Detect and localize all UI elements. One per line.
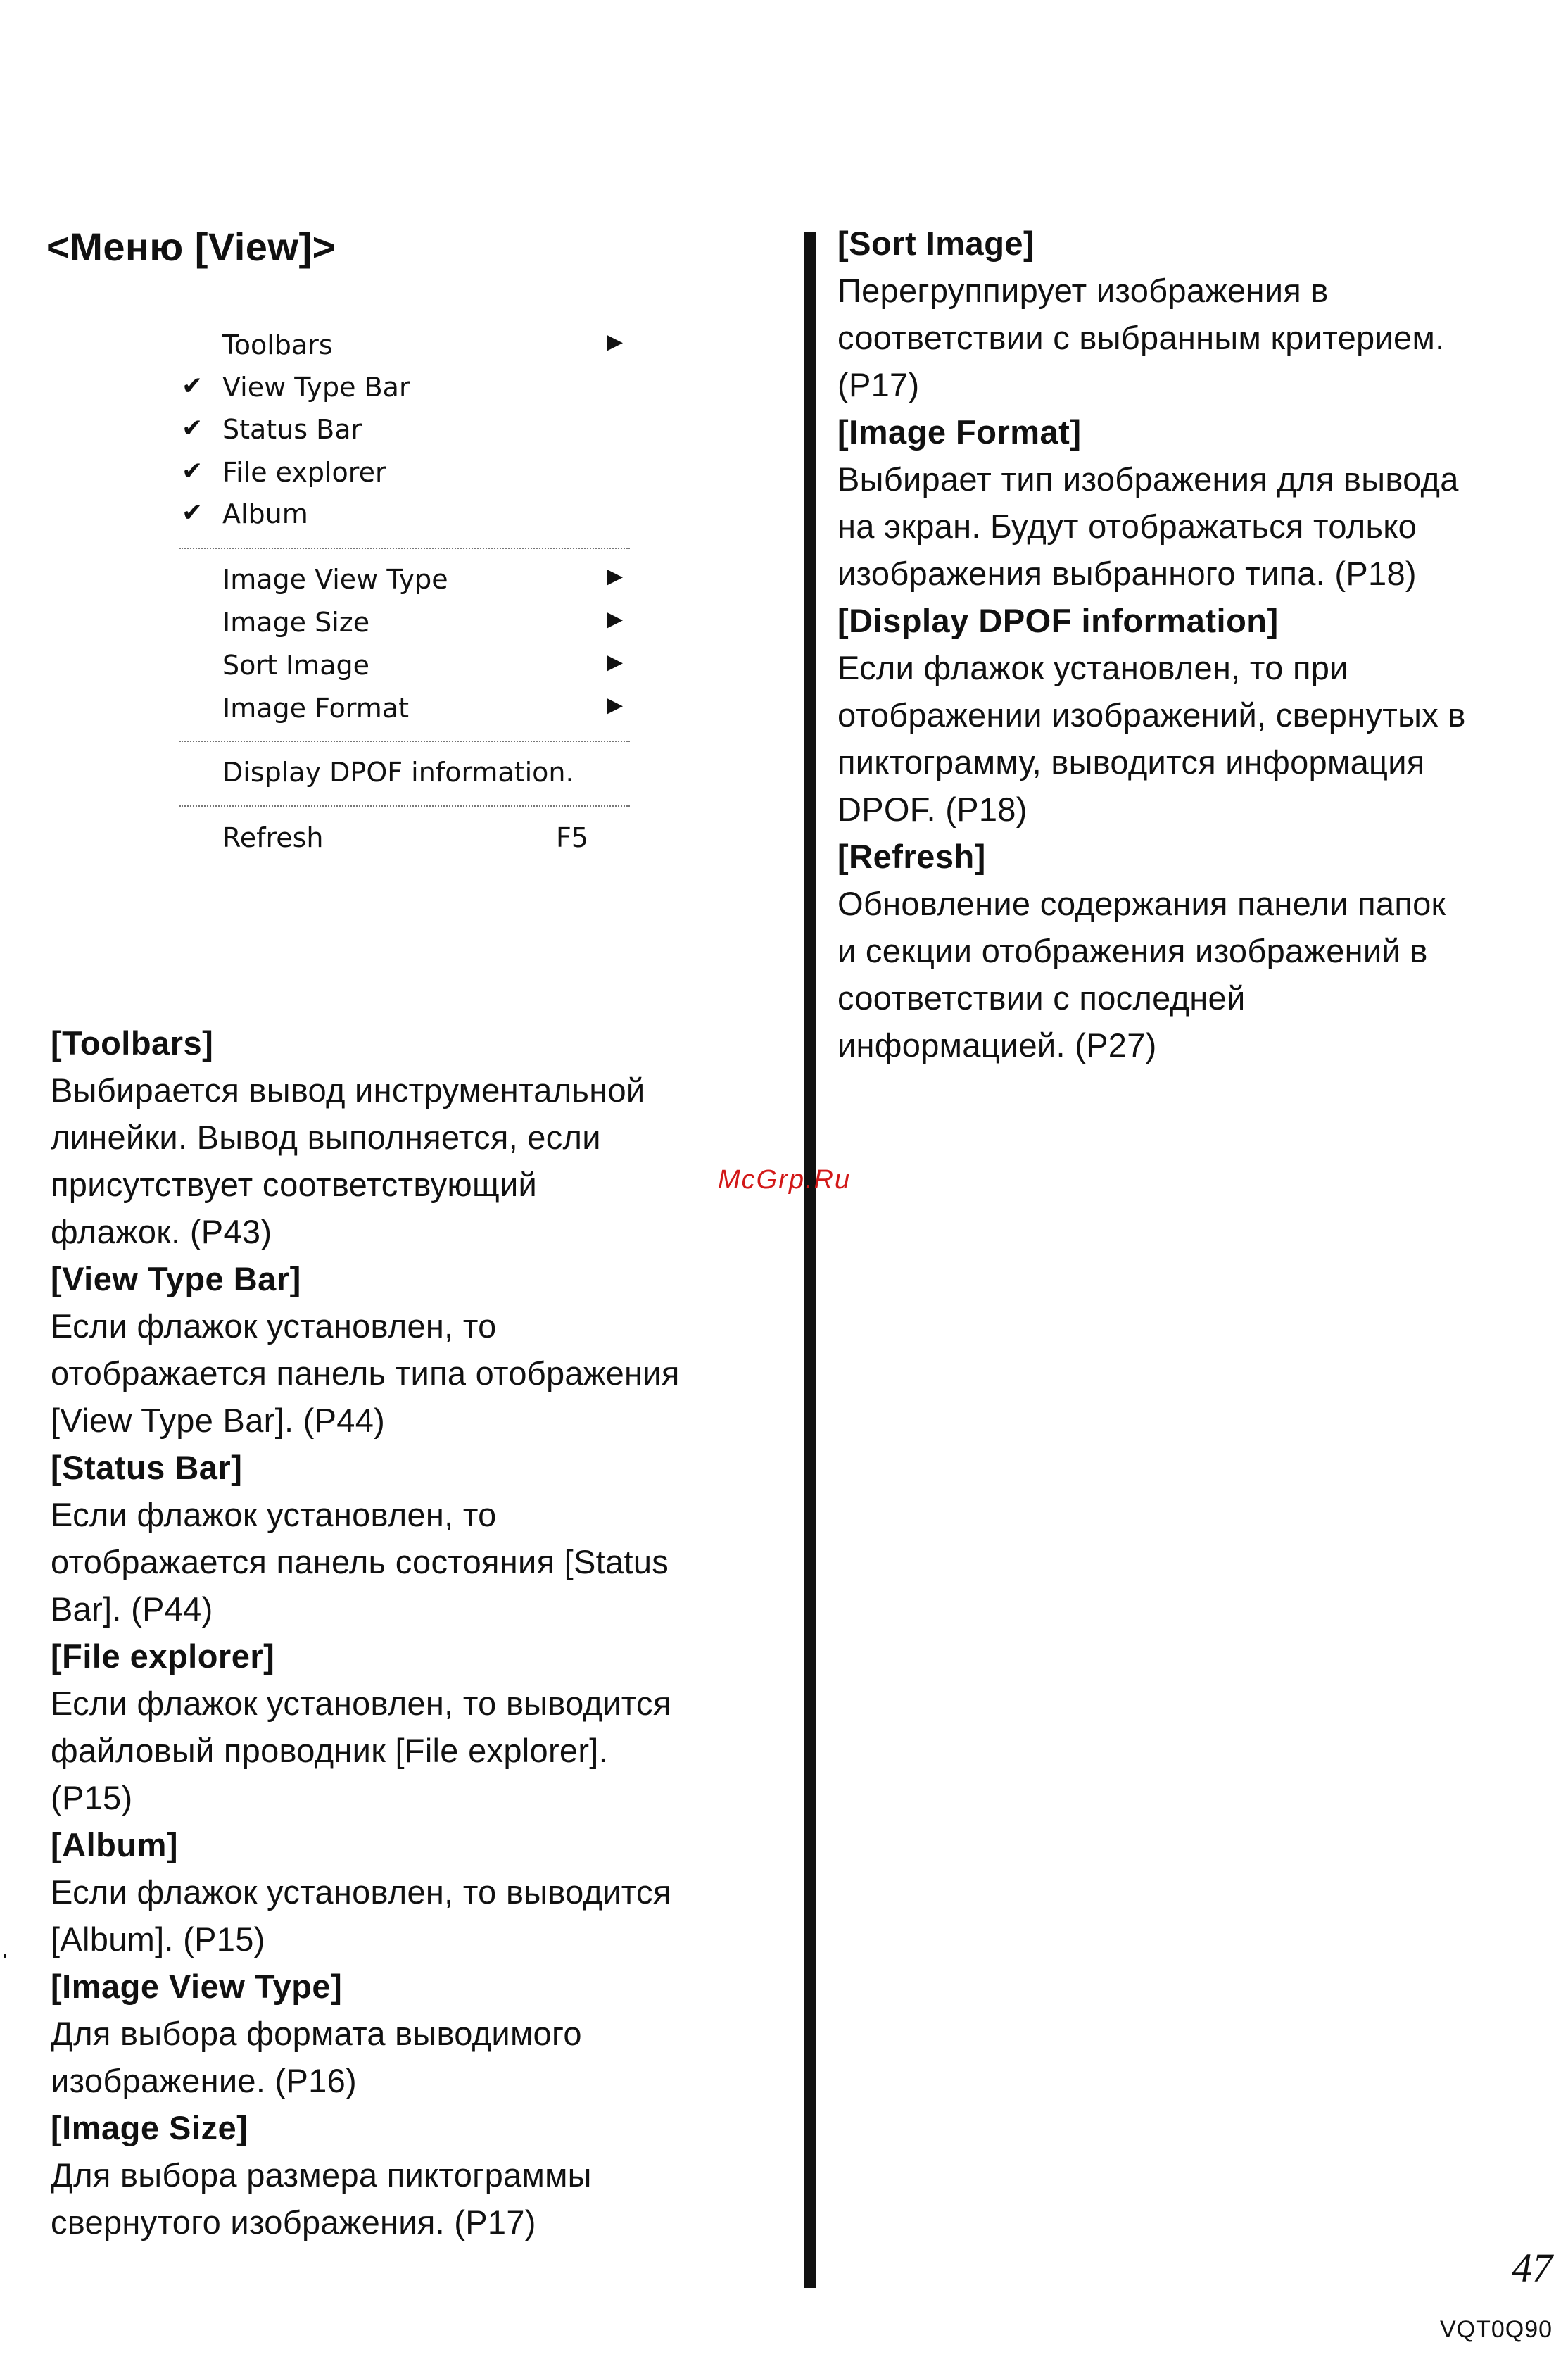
shortcut-label: F5 [556, 822, 589, 853]
view-menu-screenshot [176, 325, 640, 888]
left-column [51, 1019, 776, 2246]
section-text-line: файловый проводник [File explorer]. [51, 1732, 609, 1769]
menu-item-label: Image View Type [222, 564, 448, 595]
submenu-arrow-icon: ▶ [607, 329, 624, 354]
section-text-line: Bar]. (Р44) [51, 1590, 213, 1628]
section-text-line: отображении изображений, свернутых в [837, 696, 1466, 734]
section-title: [Image View Type] [51, 1968, 343, 2005]
section-text-line: Выбирается вывод инструментальной [51, 1071, 645, 1109]
section-text-line: Если флажок установлен, то при [837, 649, 1348, 686]
section-text-line: DPOF. (Р18) [837, 791, 1028, 828]
section-text-line: Если флажок установлен, то [51, 1307, 497, 1345]
document-code: VQT0Q90 [1440, 2316, 1553, 2343]
section-title: [Status Bar] [51, 1449, 243, 1486]
menu-item-file-explorer[interactable] [176, 453, 626, 495]
section-title: [Album] [51, 1826, 179, 1863]
submenu-arrow-icon: ▶ [607, 693, 624, 717]
section-text-line: [Album]. (Р15) [51, 1920, 265, 1958]
menu-item-image-view-type[interactable] [176, 560, 626, 602]
menu-item-label: Status Bar [222, 414, 362, 445]
menu-item-label: Album [222, 498, 308, 529]
section-title: [Image Format] [837, 413, 1082, 451]
section-title: [View Type Bar] [51, 1260, 301, 1297]
section-text-line: Если флажок установлен, то выводится [51, 1873, 671, 1911]
section-text-line: пиктограмму, выводится информация [837, 743, 1425, 781]
menu-item-status-bar[interactable] [176, 410, 626, 452]
section-text-line: изображения выбранного типа. (Р18) [837, 555, 1417, 592]
checkmark-icon: ✔ [182, 414, 203, 443]
section-text-line: соответствии с выбранным критерием. [837, 319, 1445, 356]
section-text-line: соответствии с последней [837, 979, 1246, 1017]
menu-separator [179, 741, 630, 742]
menu-separator [179, 805, 630, 807]
section-text-line: Если флажок установлен, то выводится [51, 1685, 671, 1722]
watermark: McGrp.Ru [718, 1165, 852, 1195]
page-heading: <Меню [View]> [46, 225, 336, 269]
section-text-line: Выбирает тип изображения для вывода [837, 460, 1459, 498]
menu-item-label: Display DPOF information. [222, 757, 574, 788]
section-text-line: изображение. (Р16) [51, 2062, 357, 2099]
menu-item-label: Image Size [222, 607, 370, 638]
section-text-line: присутствует соответствующий [51, 1166, 538, 1203]
section-text-line: флажок. (Р43) [51, 1213, 272, 1250]
section-text-line: (Р17) [837, 366, 920, 403]
section-title: [Sort Image] [837, 225, 1035, 262]
section-text-line: Для выбора размера пиктограммы [51, 2156, 592, 2194]
menu-item-label: File explorer [222, 457, 386, 488]
menu-item-sort-image[interactable] [176, 646, 626, 688]
section-text-line: Перегруппирует изображения в [837, 272, 1329, 309]
section-text-line: и секции отображения изображений в [837, 932, 1428, 969]
section-text-line: отображается панель состояния [Status [51, 1543, 669, 1580]
section-text-line: [View Type Bar]. (Р44) [51, 1402, 386, 1439]
menu-item-toolbars[interactable] [176, 325, 626, 367]
section-text-line: Если флажок установлен, то [51, 1496, 497, 1533]
page-number: 47 [1512, 2245, 1553, 2291]
menu-item-album[interactable] [176, 494, 626, 536]
submenu-arrow-icon: ▶ [607, 564, 624, 589]
checkmark-icon: ✔ [182, 372, 203, 401]
section-text-line: (Р15) [51, 1779, 133, 1816]
menu-separator [179, 548, 630, 549]
menu-item-label: Refresh [222, 822, 324, 853]
section-text-line: информацией. (Р27) [837, 1026, 1157, 1064]
section-text-line: на экран. Будут отображаться только [837, 508, 1417, 545]
section-title: [Display DPOF information] [837, 602, 1279, 639]
checkmark-icon: ✔ [182, 498, 203, 527]
right-column [837, 220, 1548, 1069]
section-title: [Refresh] [837, 838, 986, 875]
menu-item-refresh[interactable] [176, 818, 626, 860]
section-text-line: свернутого изображения. (Р17) [51, 2203, 536, 2241]
menu-item-image-format[interactable] [176, 688, 626, 731]
menu-item-label: Toolbars [222, 329, 333, 360]
checkmark-icon: ✔ [182, 457, 203, 486]
section-text-line: отображается панель типа отображения [51, 1354, 680, 1392]
section-title: [File explorer] [51, 1637, 275, 1675]
submenu-arrow-icon: ▶ [607, 650, 624, 674]
menu-item-display-dpof-information[interactable] [176, 753, 626, 795]
menu-item-image-size[interactable] [176, 603, 626, 645]
menu-item-view-type-bar[interactable] [176, 367, 626, 410]
menu-item-label: Image Format [222, 693, 409, 724]
section-title: [Image Size] [51, 2109, 248, 2146]
section-text-line: линейки. Вывод выполняется, если [51, 1119, 601, 1156]
section-title: [Toolbars] [51, 1024, 214, 1062]
stray-mark: ' [3, 1950, 7, 1973]
section-text-line: Для выбора формата выводимого [51, 2015, 582, 2052]
submenu-arrow-icon: ▶ [607, 607, 624, 631]
column-divider [804, 232, 816, 2288]
menu-item-label: View Type Bar [222, 372, 410, 403]
menu-item-label: Sort Image [222, 650, 369, 681]
section-text-line: Обновление содержания панели папок [837, 885, 1446, 922]
